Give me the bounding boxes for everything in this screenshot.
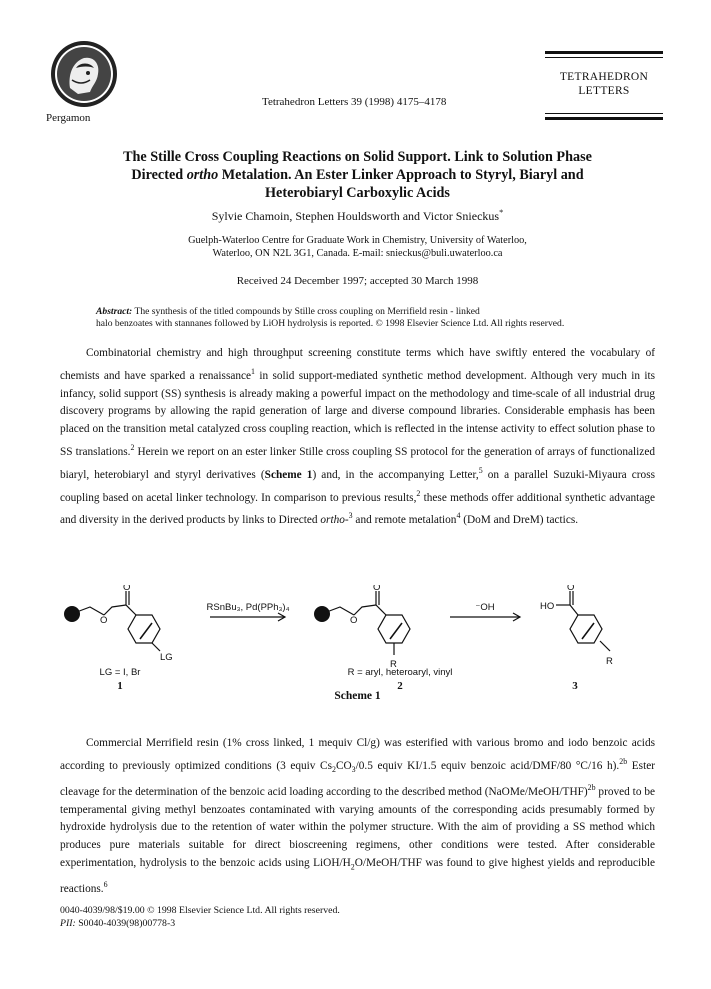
body-text: Commercial Merrifield resin (1% cross linked, 1 mequiv Cl/g) was esterified with various bromo and iodo benzoic acids according to previously optimized conditions (3 equiv Cs [60, 737, 655, 772]
body-paragraph-2 [60, 735, 655, 899]
atom-label: O [123, 585, 131, 593]
leaving-group-definition: LG = I, Br [99, 667, 141, 678]
abstract-label: Abstract: [96, 306, 133, 317]
substituent-definition: R = aryl, heteroaryl, vinyl [347, 667, 453, 678]
scheme-caption: Scheme 1 [334, 690, 381, 702]
reference-marker: 2 [416, 488, 421, 498]
atom-label: O [350, 615, 358, 626]
abstract-line2: halo benzoates with stannanes followed by LiOH hydrolysis is reported. © 1998 Elsevier Science Ltd. All rights reserved. [96, 318, 565, 329]
title-text: Directed [131, 167, 187, 183]
reference-marker: 4 [456, 511, 461, 521]
subscript: 2 [331, 764, 336, 774]
copyright-line: 0040-4039/98/$19.00 © 1998 Elsevier Science Ltd. All rights reserved. [60, 905, 340, 916]
title-text: Metalation. An Ester Linker Approach to Styryl, Biaryl and [218, 167, 584, 183]
corresponding-author-marker: * [499, 208, 504, 217]
reference-marker: 1 [251, 366, 255, 376]
title-line1: The Stille Cross Coupling Reactions on Solid Support. Link to Solution Phase [123, 149, 592, 165]
atom-label: O [100, 615, 108, 626]
body-text: - [344, 514, 349, 527]
title-line3: Heterobiaryl Carboxylic Acids [265, 185, 450, 201]
header-rule-bottom-thin [545, 113, 663, 114]
body-text: O/MeOH/THF was found to give highest yields and reproducible reactions. [60, 857, 655, 896]
compound-number: 3 [572, 680, 578, 690]
affiliation-line2: Waterloo, ON N2L 3G1, Canada. E-mail: snieckus@buli.uwaterloo.ca [212, 248, 503, 259]
article-title [60, 148, 655, 202]
abstract-text: The synthesis of the titled compounds by Stille cross coupling on Merrifield resin - linked [132, 306, 480, 317]
author-names: Sylvie Chamoin, Stephen Houldsworth and Victor Snieckus [211, 209, 500, 223]
reference-marker: 2b [619, 756, 628, 766]
title-line2 [60, 166, 655, 184]
body-text: on a parallel Suzuki-Miyaura cross coupling based on acetal linker technology. In comparison to previous results, [60, 468, 655, 504]
pii-line [60, 917, 340, 930]
publisher-name: Pergamon [46, 112, 91, 124]
header-rule-bottom [545, 117, 663, 120]
substituent-label: R [390, 659, 397, 670]
body-text: proved to be temperamental giving methyl benzoates contaminated with varying amounts of the corresponding acids presumably formed by hydroxide hydrolysis due to the retention of water within the polymer structure. With the aim of providing a SS method which produces pure materials suitable for direct bioscreening regimens, other conditions were tested. After considerable experimentation, hydrolysis to the benzoic acids using LiOH/H [60, 785, 655, 870]
reference-marker: 6 [103, 880, 108, 890]
resin-bead-icon [64, 606, 80, 622]
scheme-reference: Scheme 1 [264, 468, 313, 481]
leaving-group-label: LG [160, 652, 173, 663]
reagents-label: RSnBu₃, Pd(PPh₃)₄ [206, 602, 290, 613]
author-list [60, 208, 655, 224]
subscript: 2 [350, 862, 355, 872]
journal-name-line1: TETRAHEDRON [559, 71, 649, 83]
resin-bead-icon [314, 606, 330, 622]
title-italic: ortho [186, 167, 219, 183]
reference-marker: 2b [587, 782, 596, 792]
reference-marker: 3 [348, 511, 353, 521]
compound-number: 2 [397, 680, 403, 690]
body-text: in solid support-mediated synthetic method development. Although very much in its infancy, solid support (SS) synthesis is already making a powerful impact on the methodology and time-scale of all industrial drug discovery programs by allowing the rapid generation of large and diverse compound libraries. Considerable emphasis has been placed on the transition metal catalyzed cross coupling reaction, which is reflected in the intense activity to effect solution phase to SS translations. [60, 369, 655, 459]
reference-marker: 2 [130, 443, 135, 453]
publisher-logo-emblem [50, 40, 118, 108]
body-text: Herein we report on an ester linker Stille cross coupling SS protocol for the generation of arrays of functionalized biaryl, heterobiaryl and styryl derivatives ( [60, 446, 655, 481]
affiliation [60, 234, 655, 260]
body-paragraph-1 [60, 345, 655, 530]
compound-number: 1 [117, 680, 123, 690]
journal-citation: Tetrahedron Letters 39 (1998) 4175–4178 [262, 96, 447, 108]
header-rule-top [545, 51, 663, 54]
body-text: Ester cleavage for the determination of the benzoic acid loading according to the described method (NaOMe/MeOH/THF) [60, 759, 655, 798]
body-text: these methods offer additional synthetic advantage and diversity in the derived products by links to Directed [60, 491, 655, 527]
body-italic: ortho [320, 514, 345, 527]
abstract [96, 306, 656, 330]
abstract-line1 [96, 306, 656, 318]
reference-marker: 5 [478, 465, 483, 475]
header-rule-top-thin [545, 57, 663, 58]
atom-label: HO [540, 601, 555, 612]
journal-name [545, 70, 663, 98]
received-dates: Received 24 December 1997; accepted 30 March 1998 [236, 275, 479, 287]
body-text: ) and, in the accompanying Letter, [312, 468, 479, 481]
body-text: CO [335, 759, 352, 772]
atom-label: O [373, 585, 381, 593]
journal-name-line2: LETTERS [578, 85, 630, 97]
scheme-1-diagram [60, 585, 660, 690]
substituent-label: R [606, 656, 613, 667]
body-text: and remote metalation [352, 514, 457, 527]
copyright-footer [60, 904, 340, 930]
subscript: 3 [351, 764, 356, 774]
pii-value: S0040-4039(98)00778-3 [75, 918, 176, 929]
body-text: /0.5 equiv KI/1.5 equiv benzoic acid/DMF/80 °C/16 h). [355, 759, 620, 772]
affiliation-line1: Guelph-Waterloo Centre for Graduate Work in Chemistry, University of Waterloo, [188, 235, 527, 246]
body-text: Combinatorial chemistry and high throughput screening constitute terms which have swiftly entered the vocabulary of chemists and have sparked a renaissance [60, 347, 655, 382]
pii-label: PII: [60, 918, 76, 929]
hydroxide-reagent-label: ⁻OH [475, 602, 495, 613]
body-text: (DoM and DreM) tactics. [460, 514, 579, 527]
atom-label: O [567, 585, 575, 593]
